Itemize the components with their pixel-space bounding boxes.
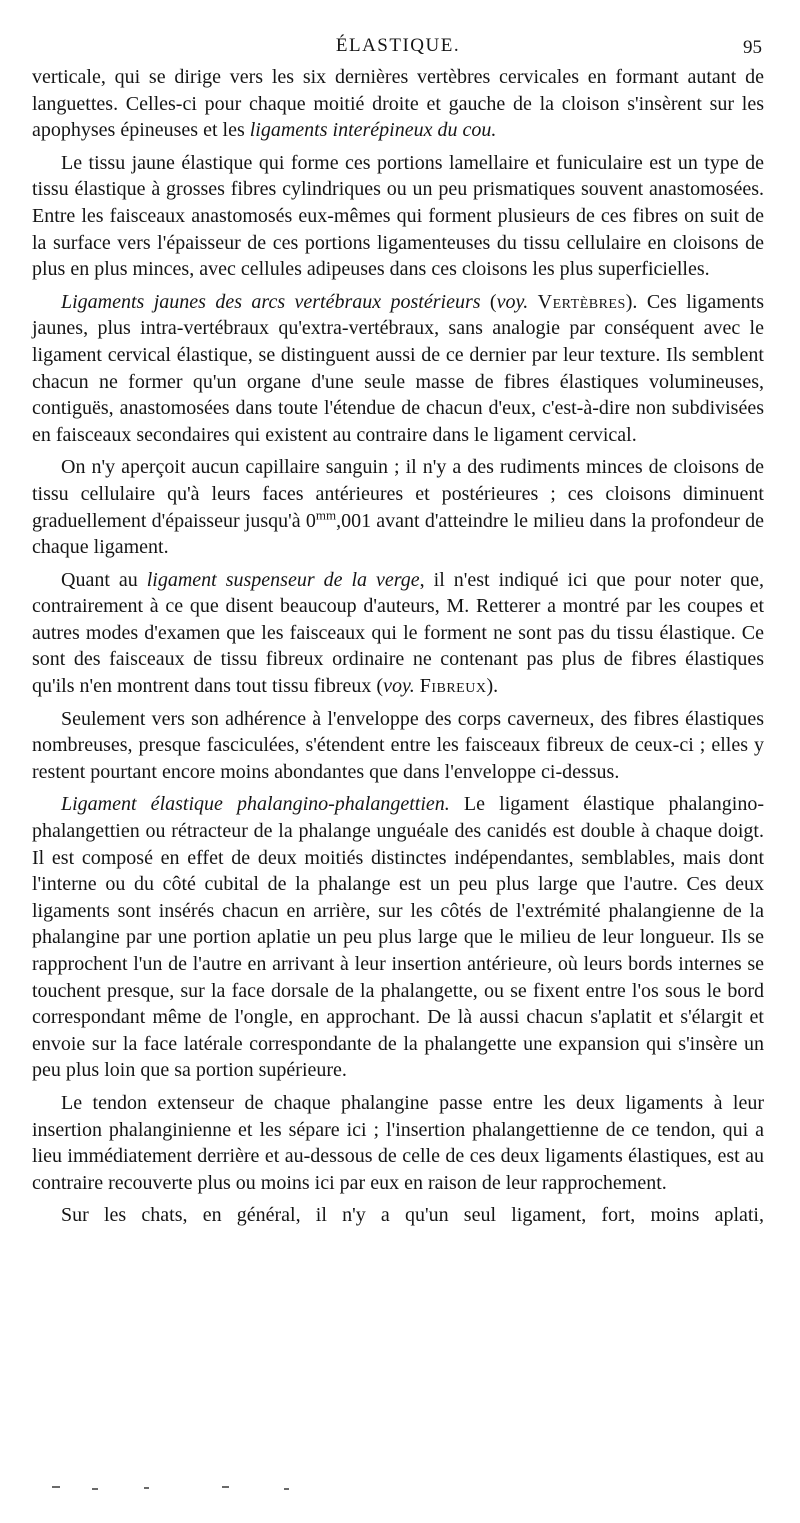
text-run: Le tendon extenseur de chaque phalangine passe entre les deux ligaments à leur insertion phalanginienne et les sépare ici ; l'insertion phalangettienne de ce tendon, qui a lieu immédiatement derrière et au-dessous de celle de ces deux ligaments élastiques, est au contraire recouverte plus ou moins ici par eux en raison de leur rapprochement. <box>32 1091 764 1194</box>
small-caps-text: Fibreux <box>419 675 487 698</box>
superscript-unit: mm <box>315 506 337 522</box>
text-run <box>528 291 537 313</box>
smudge-mark <box>52 1486 60 1488</box>
smudge-mark <box>284 1488 289 1490</box>
italic-text: ligament suspenseur de la verge <box>146 568 420 591</box>
paragraph <box>32 64 764 144</box>
text-run: Sur les chats, en général, il n'y a qu'un seul ligament, fort, moins aplati, <box>61 1204 764 1227</box>
text-run: ). Ces ligaments jaunes, plus intra-vertébraux qu'extra-vertébraux, sans analogie par conséquent avec le ligament cervical élastique, se distinguent aussi de ce dernier par leur texture. Ils semblent chacun ne former qu'un organe d'une seule masse de fibres élastiques volumineuses, contiguës, anastomosées dans toute l'étendue de chacun d'eux, c'est-à-dire non subdivisées en faisceaux secondaires qui existent au contraire dans le ligament cervical. <box>32 290 764 446</box>
text-run: verticale, qui se dirige vers les six dernières vertèbres cervicales en formant autant de languettes. Celles-ci pour chaque moitié droite et gauche de la cloison s'insèrent sur les apophyses épineuses et les <box>32 66 764 142</box>
text-run: On n'y aperçoit aucun capillaire sanguin ; il n'y a des rudiments minces de cloisons de tissu cellulaire qu'à leurs faces antérieures et postérieures ; ces cloisons diminuent graduellement d'épaisseur jusqu'à 0 <box>32 456 764 532</box>
paragraph <box>32 1202 764 1229</box>
italic-text: voy. <box>383 675 415 698</box>
text-run: Quant au <box>61 568 147 591</box>
paragraph <box>32 1090 764 1196</box>
paragraph <box>32 706 764 786</box>
text-run: ). <box>486 675 499 698</box>
text-run: Seulement vers son adhérence à l'enveloppe des corps caverneux, des fibres élastiques nombreuses, presque fasciculées, s'étendent entre les faisceaux fibreux de ceux-ci ; elles y restent pourtant encore moins abondantes que dans l'enveloppe ci-dessus. <box>32 707 764 783</box>
italic-text: Ligaments jaunes des arcs vertébraux postérieurs <box>61 290 481 313</box>
paragraph <box>32 454 764 560</box>
text-run: Le ligament élastique phalangino-phalangettien ou rétracteur de la phalange unguéale des canidés est double à chaque doigt. Il est composé en effet de deux moitiés distinctes indépendantes, semblables, mais dont l'interne ou du côté cubital de la phalange est un peu plus large que l'autre. Ces deux ligaments sont insérés chacun en arrière, sur les côtés de l'extrémité phalangienne de la phalangine par une portion aplatie un peu plus large que le milieu de leur longueur. Ils se rapprochent l'un de l'autre en arrivant à leur insertion antérieure, où leurs bords internes se touchent presque, sur la face dorsale de la phalangette, ou se fixent entre l'os sous le bord correspondant même de l'ongle, en approchant. De là aussi chacun s'aplatit et s'élargit et envoie sur la face latérale correspondante de la phalangette une expansion qui s'insère un peu plus loin que sa portion supérieure. <box>32 793 764 1082</box>
text-run: , il n'est indiqué ici que pour noter que, contrairement à ce que disent beaucoup d'auteurs, M. Retterer a montré par les coupes et autres modes d'examen que les faisceaux qui le forment ne sont pas du tissu élastique. Ce sont des faisceaux de tissu fibreux ordinaire ne contenant pas plus de fibres élastiques qu'ils n'en montrent dans tout tissu fibreux ( <box>32 568 764 698</box>
running-title: ÉLASTIQUE. <box>335 35 461 56</box>
small-caps-text: Vertèbres <box>537 290 626 313</box>
paragraph <box>32 567 764 700</box>
paragraph <box>32 791 764 1084</box>
paragraph <box>32 289 764 449</box>
page-number: 95 <box>743 37 762 58</box>
page-smudge-marks <box>52 1470 332 1500</box>
italic-text: voy. <box>496 290 529 313</box>
smudge-mark <box>92 1488 98 1490</box>
paragraph <box>32 150 764 283</box>
running-header <box>32 34 764 64</box>
document-page <box>32 0 764 1229</box>
italic-text: Ligament élastique phalangino-phalangettien. <box>61 793 450 816</box>
smudge-mark <box>222 1486 229 1488</box>
text-run: ,001 avant d'atteindre le milieu dans la profondeur de chaque ligament. <box>32 509 764 559</box>
italic-text: ligaments interépineux du cou. <box>249 119 497 142</box>
text-run: Le tissu jaune élastique qui forme ces portions lamellaire et funiculaire est un type de tissu élastique à grosses fibres cylindriques ou un peu prismatiques souvent anastomosées. Entre les faisceaux anastomosés eux-mêmes qui forment plusieurs de ces fibres on suit de la surface vers l'épaisseur de ces portions ligamenteuses du tissu cellulaire en cloisons de plus en plus minces, avec cellules adipeuses dans ces cloisons les plus superficielles. <box>32 151 764 281</box>
body-text <box>32 64 764 1229</box>
text-run: ( <box>480 290 497 313</box>
smudge-mark <box>144 1487 149 1489</box>
